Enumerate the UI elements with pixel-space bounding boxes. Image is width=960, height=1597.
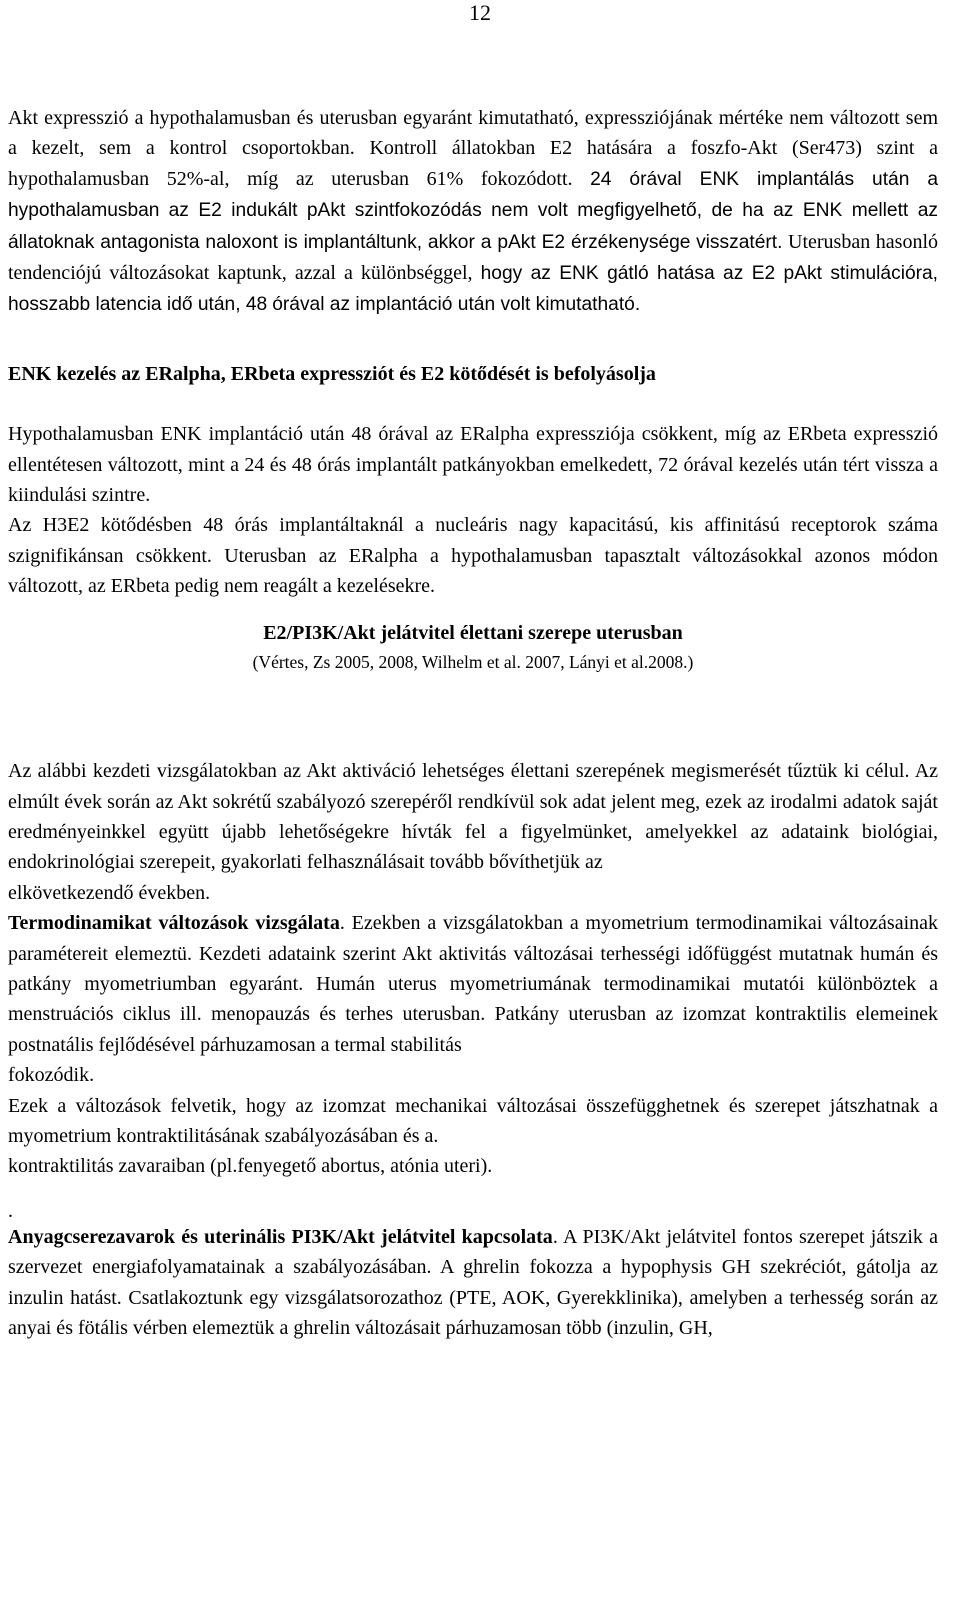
text-line: patkányokban emelkedett, 72 órával kezelés után tért vissza a kiindulási szintre. (8, 453, 939, 507)
stray-dot: . (8, 1199, 13, 1222)
text-line: menstruációs ciklus ill. menopauzás és terhes uterusban. Patkány uterusban az izomzat (8, 1003, 746, 1026)
paragraph-contractility (8, 1091, 938, 1182)
text-line: anyai és fötális vérben elemeztük a ghrelin változásait párhuzamosan több (inzulin, GH, (8, 1317, 713, 1339)
text-line: szerepet játszhatnak a myometrium kontraktilitásának szabályozásában és a. (8, 1094, 938, 1147)
text-line: megismerését tűztük ki célul. Az elmúlt évek során az Akt sokrétű szabályozó (8, 760, 939, 813)
text-line: . Ezekben a vizsgálatokban a myometrium (339, 912, 689, 935)
text-line: fokozódik. (8, 1064, 95, 1087)
text-line: Az alábbi kezdeti vizsgálatokban az Akt aktiváció lehetséges élettani szerepének (8, 760, 665, 783)
text-line: egy vizsgálatsorozathoz (PTE, AOK, Gyerekklinika), amelyben a terhesség során az (249, 1286, 939, 1309)
text-line: hogy az ENK gátló hatása az E2 pAkt stimulációra, hosszabb latencia idő után, 48 (8, 263, 939, 316)
text-line: tapasztalt változásokkal azonos módon változott, az ERbeta pedig nem reagált a (8, 544, 939, 598)
text-line: egyaránt. Humán uterus myometriumának termodinamikai mutatói különböztek a (229, 972, 939, 995)
paragraph-akt-expression (8, 103, 938, 321)
paragraph-akt-role (8, 756, 938, 908)
text-line: órával az implantáció után volt kimutatható. (272, 294, 641, 316)
text-line: míg az ERbeta expresszió ellentétesen változott, mint a 24 és 48 órás implantált (8, 423, 939, 476)
text-line: aktivitás változásai terhességi időfüggést mutatnak humán és patkány myometriumban (8, 942, 939, 995)
text-line: míg az uterusban 61% fokozódott. (247, 167, 573, 190)
section-title: E2/PI3K/Akt jelátvitel élettani szerepe uterusban (263, 621, 683, 644)
text-line: Akt expresszió a hypothalamusban és uterusban egyaránt kimutatható, expressziójának (8, 107, 713, 129)
text-line: mértéke nem változott sem a kezelt, sem a kontrol csoportokban. (8, 107, 939, 160)
paragraph-metabolic (8, 1222, 938, 1344)
text-line: Uterusban hasonló tendenciójú változásokat kaptunk, azzal a különbséggel, (8, 230, 939, 285)
text-line: termodinamikai változásainak paramétereit elemeztü. Kezdeti adataink szerint Akt (8, 912, 939, 965)
text-line: szerepéről rendkívül sok adat jelent meg, ezek az irodalmi adatok saját eredményeinkkel (8, 790, 938, 843)
text-line: kezelésekre. (336, 575, 436, 598)
text-line: az E2 indukált pAkt szintfokozódás nem volt megfigyelhető, de ha az ENK mellett az (168, 200, 938, 222)
text-line: jelátvitel fontos szerepet játszik a szervezet energiafolyamatainak a szabályozásában. A (8, 1225, 939, 1279)
text-line: ghrelin fokozza a hypophysis GH szekréciót, gátolja az inzulin hatást. Csatlakoztunk (8, 1256, 939, 1309)
text-line: elkövetkezendő években. (8, 881, 211, 904)
text-line: visszatért. (696, 231, 783, 253)
text-line: kontraktilitás zavaraiban (pl.fenyegető abortus, atónia uteri). (8, 1155, 493, 1178)
paragraph-hypothalamus-er (8, 419, 938, 601)
text-line: Hypothalamusban ENK implantáció után 48 órával az ERalpha expressziója csökkent, (8, 423, 718, 446)
page-number: 12 (469, 0, 491, 25)
document-body (8, 103, 938, 1343)
text-line: 24 órával ENK implantálás után a hypothalamusban (8, 168, 939, 222)
paragraph-thermodynamics (8, 908, 938, 1090)
heading-enk-treatment: ENK kezelés az ERalpha, ERbeta expressziót és E2 kötődését is befolyásolja (8, 362, 656, 385)
text-line: . A PI3K/Akt (552, 1225, 661, 1248)
text-line: Ezek a változások felvetik, hogy az izomzat mechanikai változásai összefügghetnek és (8, 1094, 746, 1117)
text-line: együtt újabb lehetőségekre hívták fel a figyelmünket, amelyekkel az adataink biológiai, (158, 820, 939, 843)
text-line: endokrinológiai szerepeit, gyakorlati felhasználásait tovább bővíthetjük az (8, 851, 603, 874)
section-citation: (Vértes, Zs 2005, 2008, Wilhelm et al. 2007, Lányi et al.2008.) (252, 652, 694, 673)
text-line: Az H3E2 kötődésben 48 órás implantáltaknál a nucleáris nagy kapacitású, kis affinitású (8, 514, 780, 537)
text-line: Kontroll állatokban E2 hatására a foszfo-Akt (Ser473) szint a hypothalamusban 52%-al, (8, 137, 938, 190)
text-line: állatoknak antagonista naloxont is implantáltunk, akkor a pAkt E2 érzékenysége (8, 231, 691, 253)
text-line: receptorok száma szignifikánsan csökkent. Uterusban az ERalpha a hypothalamusban (8, 514, 938, 567)
bold-lead-metabolic: Anyagcserezavarok és uterinális PI3K/Akt jelátvitel kapcsolata (8, 1225, 553, 1248)
text-line: kontraktilis elemeinek postnatális fejlődésével párhuzamosan a termal stabilitás (8, 1003, 938, 1056)
bold-lead-thermodynamics: Termodinamikat változások vizsgálata (8, 912, 340, 935)
